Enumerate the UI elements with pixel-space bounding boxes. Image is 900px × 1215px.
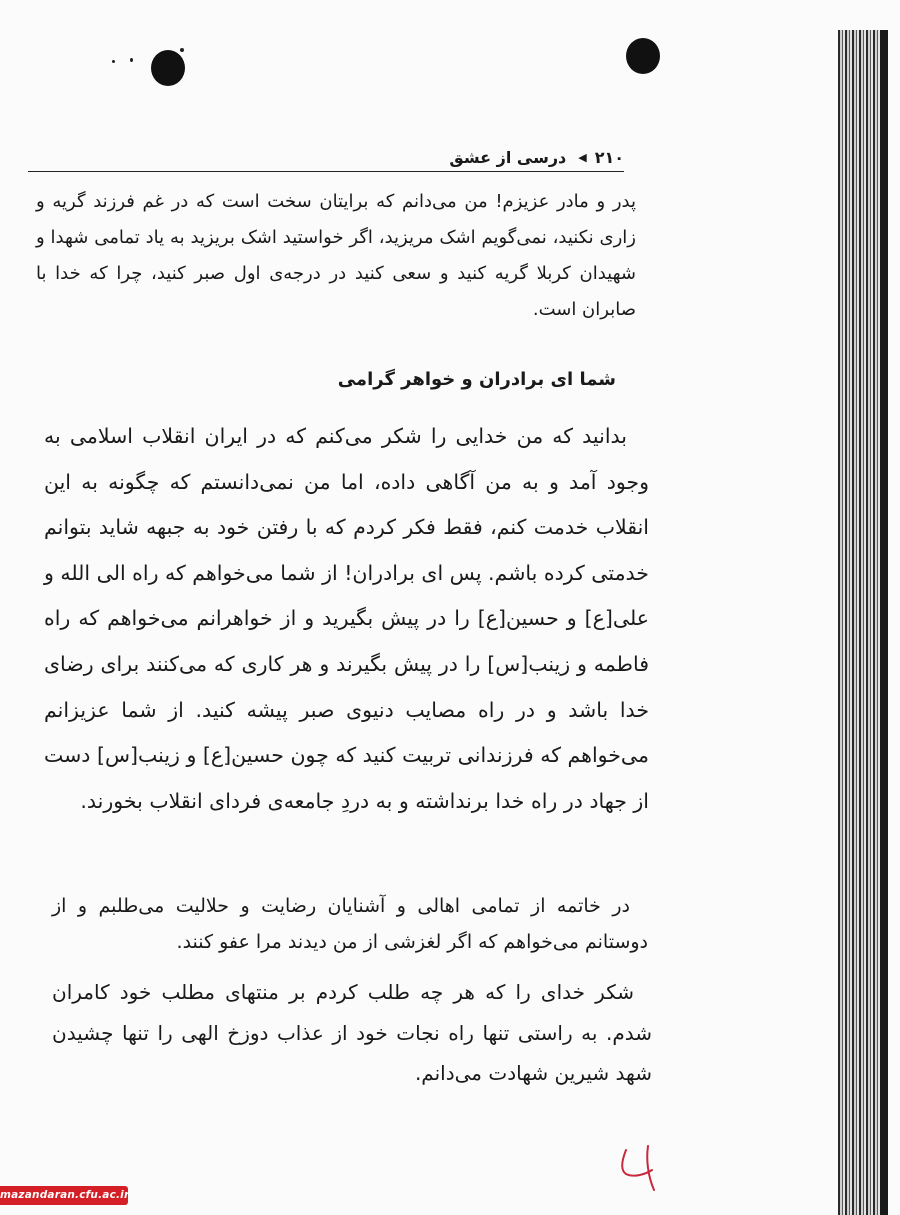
section-heading: شما ای برادران و خواهر گرامی bbox=[337, 369, 616, 390]
site-watermark: mazandaran.cfu.ac.ir bbox=[0, 1186, 128, 1205]
punch-hole-right bbox=[626, 38, 660, 74]
ink-speck bbox=[112, 60, 115, 63]
paragraph-parents: پدر و مادر عزیزم! من می‌دانم که برایتان سخت است که در غم فرزند گریه و زاری نکنید، نمی‌گویم اشک مریزید، اگر خواستید اشک بریزید به یاد تمامی شهدا و شهیدان کربلا گریه کنید و سعی کنید در درجه‌ی اول صبر کنید، چرا که خدا با صابران است. bbox=[36, 191, 636, 320]
book-title: درسی از عشق bbox=[449, 147, 567, 167]
ink-speck bbox=[180, 48, 184, 52]
running-header bbox=[30, 142, 624, 172]
page-number: ۲۱۰ bbox=[594, 147, 624, 167]
header-rule bbox=[28, 171, 624, 172]
ink-speck bbox=[130, 58, 133, 62]
header-separator-icon: ◀ bbox=[578, 150, 587, 164]
book-page-edge bbox=[838, 30, 888, 1215]
handwritten-page-mark bbox=[614, 1140, 664, 1194]
paragraph-closing: در خاتمه از تمامی اهالی و آشنایان رضایت و حلالیت می‌طلبم و از دوستانم می‌خواهم که اگر لغزشی از من دیدند مرا عفو کنند. bbox=[52, 895, 648, 953]
punch-hole-left bbox=[151, 50, 185, 86]
paragraph-thanks: شکر خدای را که هر چه طلب کردم بر منتهای مطلب خود کامران شدم. به راستی تنها راه نجات خود از عذاب دوزخ الهی را تنها چشیدن شهد شیرین شهادت می‌دانم. bbox=[52, 980, 652, 1085]
paragraph-siblings: بدانید که من خدایی را شکر می‌کنم که در ایران انقلاب اسلامی به وجود آمد و به من آگاهی داده، اما من نمی‌دانستم که چگونه به این انقلاب خدمت کنم، فقط فکر کردم که با رفتن خود به جبهه شاید بتوانم خدمتی کرده باشم. پس ای برادران! از شما می‌خواهم که راه الی الله و علی[ع] و حسین[ع] را در پیش بگیرید و از خواهرانم می‌خواهم که راه فاطمه و زینب[س] را در پیش بگیرند و هر کاری که می‌کنند برای رضای خدا باشد و در راه مصایب دنیوی صبر پیشه کنید. از شما عزیزانم می‌خواهم که فرزندانی تربیت کنید که چون حسین[ع] و زینب[س] دست از جهاد در راه خدا برنداشته و به دردِ جامعه‌ی فردای انقلاب بخورند. bbox=[43, 424, 649, 813]
